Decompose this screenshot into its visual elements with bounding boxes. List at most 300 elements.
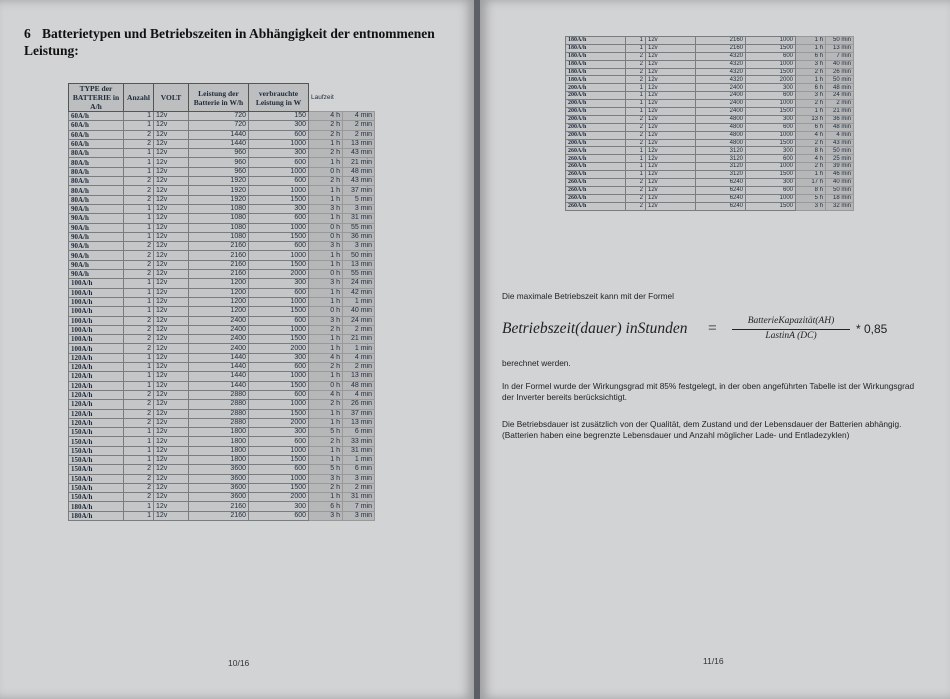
cell-count: 1 <box>124 214 154 223</box>
table-row <box>69 204 375 213</box>
table-row <box>566 68 854 76</box>
cell-minutes: 2 min <box>343 121 375 130</box>
cell-count: 1 <box>124 204 154 213</box>
cell-minutes: 50 min <box>826 76 854 84</box>
table-row <box>69 149 375 158</box>
cell-volt: 12v <box>154 316 189 325</box>
cell-load: 1000 <box>249 186 309 195</box>
page-number-left: 10/16 <box>228 658 250 668</box>
table-row <box>566 37 854 45</box>
cell-load: 2000 <box>249 493 309 502</box>
cell-capacity: 3600 <box>189 493 249 502</box>
cell-type: 150A/h <box>69 483 124 492</box>
cell-minutes: 13 min <box>343 260 375 269</box>
cell-capacity: 2400 <box>189 335 249 344</box>
cell-volt: 12v <box>646 163 696 171</box>
cell-minutes: 3 min <box>343 242 375 251</box>
cell-load: 1000 <box>746 194 796 202</box>
cell-type: 150A/h <box>69 437 124 446</box>
cell-capacity: 2160 <box>696 44 746 52</box>
cell-capacity: 1440 <box>189 353 249 362</box>
table-row <box>69 511 375 520</box>
cell-type: 180A/h <box>566 37 626 45</box>
table-row <box>566 194 854 202</box>
cell-hours: 1 h <box>309 139 343 148</box>
cell-count: 1 <box>626 155 646 163</box>
cell-count: 1 <box>124 455 154 464</box>
cell-hours: 17 h <box>796 179 826 187</box>
cell-load: 1500 <box>746 139 796 147</box>
cell-minutes: 4 min <box>343 112 375 121</box>
cell-hours: 1 h <box>309 251 343 260</box>
cell-capacity: 2880 <box>189 409 249 418</box>
table-row <box>566 92 854 100</box>
cell-count: 1 <box>626 171 646 179</box>
cell-type: 100A/h <box>69 307 124 316</box>
cell-hours: 2 h <box>309 363 343 372</box>
cell-count: 2 <box>124 251 154 260</box>
cell-count: 2 <box>124 474 154 483</box>
cell-volt: 12v <box>154 288 189 297</box>
cell-type: 100A/h <box>69 325 124 334</box>
cell-count: 1 <box>124 502 154 511</box>
table-row <box>566 44 854 52</box>
cell-minutes: 13 min <box>343 139 375 148</box>
cell-hours: 6 h <box>309 502 343 511</box>
cell-hours: 2 h <box>796 100 826 108</box>
cell-type: 120A/h <box>69 353 124 362</box>
cell-minutes: 32 min <box>826 202 854 210</box>
table-row <box>566 155 854 163</box>
cell-volt: 12v <box>646 68 696 76</box>
cell-type: 260A/h <box>566 179 626 187</box>
cell-load: 1500 <box>746 171 796 179</box>
table-row <box>69 186 375 195</box>
cell-count: 2 <box>626 123 646 131</box>
header-count: Anzahl <box>124 84 154 112</box>
header-battery-type: TYPE der BATTERIE in A/h <box>69 84 124 112</box>
left-table-body <box>69 112 375 521</box>
cell-minutes: 48 min <box>826 123 854 131</box>
cell-type: 80A/h <box>69 149 124 158</box>
cell-minutes: 24 min <box>826 92 854 100</box>
cell-count: 2 <box>626 139 646 147</box>
cell-count: 1 <box>626 44 646 52</box>
cell-count: 1 <box>124 363 154 372</box>
table-header-row <box>69 84 375 112</box>
cell-hours: 2 h <box>796 139 826 147</box>
cell-load: 300 <box>746 179 796 187</box>
table-row <box>69 130 375 139</box>
cell-hours: 6 h <box>796 123 826 131</box>
cell-type: 100A/h <box>69 335 124 344</box>
cell-type: 260A/h <box>566 147 626 155</box>
cell-hours: 1 h <box>309 493 343 502</box>
cell-hours: 0 h <box>309 270 343 279</box>
cell-count: 1 <box>124 121 154 130</box>
cell-type: 260A/h <box>566 171 626 179</box>
cell-capacity: 4800 <box>696 115 746 123</box>
table-row <box>69 363 375 372</box>
cell-minutes: 43 min <box>826 139 854 147</box>
cell-minutes: 37 min <box>343 409 375 418</box>
formula-after: berechnet werden. <box>502 358 571 368</box>
cell-count: 1 <box>626 84 646 92</box>
cell-type: 80A/h <box>69 177 124 186</box>
cell-type: 150A/h <box>69 493 124 502</box>
header-runtime: Laufzeit <box>311 93 334 101</box>
formula-factor: * 0,85 <box>856 322 888 336</box>
cell-volt: 12v <box>646 92 696 100</box>
cell-minutes: 13 min <box>343 372 375 381</box>
cell-load: 1000 <box>746 37 796 45</box>
table-row <box>69 372 375 381</box>
cell-capacity: 6240 <box>696 194 746 202</box>
cell-count: 1 <box>626 92 646 100</box>
cell-volt: 12v <box>154 363 189 372</box>
cell-capacity: 2880 <box>189 390 249 399</box>
cell-minutes: 13 min <box>826 44 854 52</box>
cell-volt: 12v <box>646 147 696 155</box>
table-row <box>69 307 375 316</box>
cell-volt: 12v <box>646 131 696 139</box>
cell-capacity: 6240 <box>696 202 746 210</box>
cell-hours: 0 h <box>309 307 343 316</box>
table-row <box>566 108 854 116</box>
table-row <box>69 483 375 492</box>
formula-numerator: BatterieKapazität(AH) <box>747 316 835 326</box>
cell-load: 1000 <box>249 474 309 483</box>
cell-minutes: 55 min <box>343 270 375 279</box>
cell-hours: 1 h <box>309 418 343 427</box>
cell-count: 1 <box>124 158 154 167</box>
formula-denominator: LastinA (DC) <box>765 331 817 341</box>
cell-hours: 2 h <box>309 130 343 139</box>
cell-minutes: 31 min <box>343 446 375 455</box>
cell-capacity: 3120 <box>696 163 746 171</box>
table-row <box>69 288 375 297</box>
cell-minutes: 37 min <box>343 186 375 195</box>
cell-volt: 12v <box>154 204 189 213</box>
cell-count: 1 <box>124 511 154 520</box>
table-row <box>69 121 375 130</box>
cell-hours: 1 h <box>309 195 343 204</box>
cell-hours: 2 h <box>309 177 343 186</box>
table-row <box>69 139 375 148</box>
cell-hours: 8 h <box>796 186 826 194</box>
cell-load: 600 <box>249 158 309 167</box>
cell-load: 300 <box>249 428 309 437</box>
cell-load: 300 <box>249 204 309 213</box>
cell-volt: 12v <box>154 223 189 232</box>
cell-count: 2 <box>626 76 646 84</box>
cell-count: 2 <box>124 400 154 409</box>
cell-hours: 1 h <box>309 372 343 381</box>
formula-equals: = <box>708 320 717 337</box>
cell-volt: 12v <box>154 130 189 139</box>
table-row <box>69 502 375 511</box>
cell-volt: 12v <box>154 409 189 418</box>
header-consumed-power: verbrauchte Leistung in W <box>249 84 309 112</box>
cell-minutes: 21 min <box>343 335 375 344</box>
cell-capacity: 6240 <box>696 186 746 194</box>
cell-load: 1500 <box>249 381 309 390</box>
cell-volt: 12v <box>154 344 189 353</box>
cell-load: 600 <box>249 214 309 223</box>
cell-volt: 12v <box>154 437 189 446</box>
cell-type: 180A/h <box>69 502 124 511</box>
cell-hours: 1 h <box>309 214 343 223</box>
table-row <box>566 179 854 187</box>
cell-hours: 3 h <box>796 202 826 210</box>
cell-type: 200A/h <box>566 123 626 131</box>
cell-capacity: 3600 <box>189 474 249 483</box>
cell-count: 1 <box>124 297 154 306</box>
cell-capacity: 3120 <box>696 155 746 163</box>
cell-capacity: 1080 <box>189 232 249 241</box>
cell-type: 200A/h <box>566 131 626 139</box>
cell-count: 2 <box>626 194 646 202</box>
table-row <box>69 344 375 353</box>
cell-count: 2 <box>124 260 154 269</box>
cell-load: 600 <box>249 465 309 474</box>
cell-capacity: 960 <box>189 149 249 158</box>
table-row <box>69 418 375 427</box>
cell-capacity: 960 <box>189 167 249 176</box>
cell-capacity: 2400 <box>696 84 746 92</box>
cell-minutes: 50 min <box>826 147 854 155</box>
cell-minutes: 6 min <box>343 465 375 474</box>
cell-volt: 12v <box>646 100 696 108</box>
cell-type: 90A/h <box>69 260 124 269</box>
battery-runtime-table <box>68 83 375 521</box>
cell-capacity: 2160 <box>189 251 249 260</box>
cell-capacity: 2160 <box>189 242 249 251</box>
cell-minutes: 26 min <box>343 400 375 409</box>
cell-capacity: 2160 <box>189 260 249 269</box>
table-row <box>566 115 854 123</box>
cell-load: 1500 <box>249 195 309 204</box>
cell-load: 600 <box>249 363 309 372</box>
cell-hours: 2 h <box>309 121 343 130</box>
cell-volt: 12v <box>154 139 189 148</box>
cell-volt: 12v <box>646 60 696 68</box>
cell-load: 600 <box>249 316 309 325</box>
cell-hours: 3 h <box>309 242 343 251</box>
cell-load: 600 <box>746 186 796 194</box>
cell-load: 1000 <box>746 60 796 68</box>
cell-minutes: 7 min <box>826 52 854 60</box>
cell-minutes: 42 min <box>343 288 375 297</box>
cell-volt: 12v <box>154 511 189 520</box>
section-heading <box>24 25 444 59</box>
cell-minutes: 7 min <box>343 502 375 511</box>
cell-type: 260A/h <box>566 163 626 171</box>
cell-count: 2 <box>124 325 154 334</box>
cell-minutes: 1 min <box>343 344 375 353</box>
cell-load: 600 <box>746 155 796 163</box>
cell-hours: 1 h <box>309 260 343 269</box>
cell-count: 2 <box>124 130 154 139</box>
cell-hours: 3 h <box>796 92 826 100</box>
cell-hours: 3 h <box>309 474 343 483</box>
cell-count: 2 <box>124 270 154 279</box>
efficiency-paragraph: In der Formel wurde der Wirkungsgrad mit 85% festgelegt, in der oben angeführten Tabelle ist der Wirkungsgrad der Inverter bereits berücksichtigt. <box>502 381 915 402</box>
cell-count: 2 <box>124 409 154 418</box>
cell-count: 2 <box>124 344 154 353</box>
cell-count: 2 <box>626 131 646 139</box>
cell-count: 1 <box>124 288 154 297</box>
cell-type: 150A/h <box>69 474 124 483</box>
cell-load: 2000 <box>249 270 309 279</box>
table-row <box>566 171 854 179</box>
cell-minutes: 55 min <box>343 223 375 232</box>
cell-type: 120A/h <box>69 400 124 409</box>
cell-capacity: 4320 <box>696 76 746 84</box>
cell-type: 100A/h <box>69 297 124 306</box>
cell-hours: 1 h <box>796 108 826 116</box>
cell-count: 1 <box>626 37 646 45</box>
table-row <box>69 437 375 446</box>
cell-hours: 1 h <box>309 297 343 306</box>
cell-volt: 12v <box>154 493 189 502</box>
cell-type: 60A/h <box>69 139 124 148</box>
table-row <box>69 390 375 399</box>
section-number: 6 <box>24 26 31 41</box>
cell-minutes: 43 min <box>343 177 375 186</box>
cell-type: 200A/h <box>566 139 626 147</box>
table-row <box>69 242 375 251</box>
cell-load: 600 <box>249 288 309 297</box>
cell-count: 2 <box>626 202 646 210</box>
cell-type: 120A/h <box>69 381 124 390</box>
table-row <box>69 400 375 409</box>
cell-count: 2 <box>124 493 154 502</box>
cell-volt: 12v <box>154 418 189 427</box>
cell-count: 1 <box>124 428 154 437</box>
cell-minutes: 40 min <box>343 307 375 316</box>
cell-hours: 5 h <box>796 194 826 202</box>
cell-load: 600 <box>249 130 309 139</box>
cell-type: 90A/h <box>69 242 124 251</box>
page-number-right: 11/16 <box>703 656 724 666</box>
cell-type: 180A/h <box>566 60 626 68</box>
cell-minutes: 6 min <box>343 428 375 437</box>
cell-minutes: 2 min <box>826 100 854 108</box>
cell-capacity: 1440 <box>189 372 249 381</box>
table-row <box>69 353 375 362</box>
table-row <box>566 163 854 171</box>
cell-volt: 12v <box>154 307 189 316</box>
cell-minutes: 2 min <box>343 130 375 139</box>
cell-type: 180A/h <box>69 511 124 520</box>
cell-minutes: 4 min <box>826 131 854 139</box>
cell-count: 2 <box>626 115 646 123</box>
cell-count: 2 <box>124 418 154 427</box>
cell-minutes: 33 min <box>343 437 375 446</box>
cell-load: 1000 <box>249 325 309 334</box>
cell-count: 2 <box>124 177 154 186</box>
cell-capacity: 1920 <box>189 177 249 186</box>
table-row <box>566 76 854 84</box>
cell-volt: 12v <box>154 186 189 195</box>
cell-capacity: 4320 <box>696 68 746 76</box>
cell-minutes: 40 min <box>826 60 854 68</box>
cell-load: 600 <box>249 177 309 186</box>
cell-minutes: 36 min <box>343 232 375 241</box>
cell-load: 1000 <box>249 167 309 176</box>
cell-capacity: 2160 <box>189 511 249 520</box>
cell-volt: 12v <box>646 179 696 187</box>
table-row <box>69 167 375 176</box>
cell-minutes: 4 min <box>343 353 375 362</box>
cell-minutes: 2 min <box>343 363 375 372</box>
cell-type: 120A/h <box>69 372 124 381</box>
cell-type: 150A/h <box>69 446 124 455</box>
cell-count: 1 <box>124 223 154 232</box>
cell-count: 2 <box>124 186 154 195</box>
cell-hours: 3 h <box>796 60 826 68</box>
table-row <box>69 335 375 344</box>
cell-type: 150A/h <box>69 455 124 464</box>
cell-hours: 1 h <box>309 288 343 297</box>
cell-count: 2 <box>124 483 154 492</box>
table-row <box>69 297 375 306</box>
table-row <box>566 52 854 60</box>
cell-load: 300 <box>746 84 796 92</box>
cell-count: 1 <box>626 108 646 116</box>
cell-count: 1 <box>124 167 154 176</box>
table-row <box>69 493 375 502</box>
cell-minutes: 4 min <box>343 390 375 399</box>
header-capacity-wh: Leistung der Batterie in W/h <box>189 84 249 112</box>
cell-minutes: 3 min <box>343 204 375 213</box>
cell-load: 300 <box>249 502 309 511</box>
cell-load: 600 <box>746 52 796 60</box>
cell-volt: 12v <box>646 202 696 210</box>
cell-capacity: 4320 <box>696 52 746 60</box>
cell-type: 80A/h <box>69 195 124 204</box>
cell-minutes: 50 min <box>343 251 375 260</box>
cell-volt: 12v <box>154 167 189 176</box>
cell-hours: 1 h <box>796 76 826 84</box>
cell-capacity: 2880 <box>189 400 249 409</box>
cell-hours: 2 h <box>796 68 826 76</box>
cell-hours: 2 h <box>309 483 343 492</box>
cell-volt: 12v <box>154 353 189 362</box>
header-volt: VOLT <box>154 84 189 112</box>
cell-volt: 12v <box>154 270 189 279</box>
table-row <box>566 139 854 147</box>
cell-volt: 12v <box>154 428 189 437</box>
cell-capacity: 3120 <box>696 171 746 179</box>
cell-hours: 0 h <box>309 167 343 176</box>
cell-volt: 12v <box>646 194 696 202</box>
cell-type: 90A/h <box>69 270 124 279</box>
cell-hours: 5 h <box>309 465 343 474</box>
cell-capacity: 1800 <box>189 428 249 437</box>
cell-volt: 12v <box>646 171 696 179</box>
cell-minutes: 31 min <box>343 214 375 223</box>
table-row <box>69 223 375 232</box>
cell-hours: 4 h <box>309 390 343 399</box>
cell-hours: 5 h <box>309 428 343 437</box>
cell-hours: 8 h <box>796 147 826 155</box>
cell-count: 2 <box>124 139 154 148</box>
cell-minutes: 36 min <box>826 115 854 123</box>
table-row <box>566 131 854 139</box>
cell-load: 2000 <box>249 418 309 427</box>
